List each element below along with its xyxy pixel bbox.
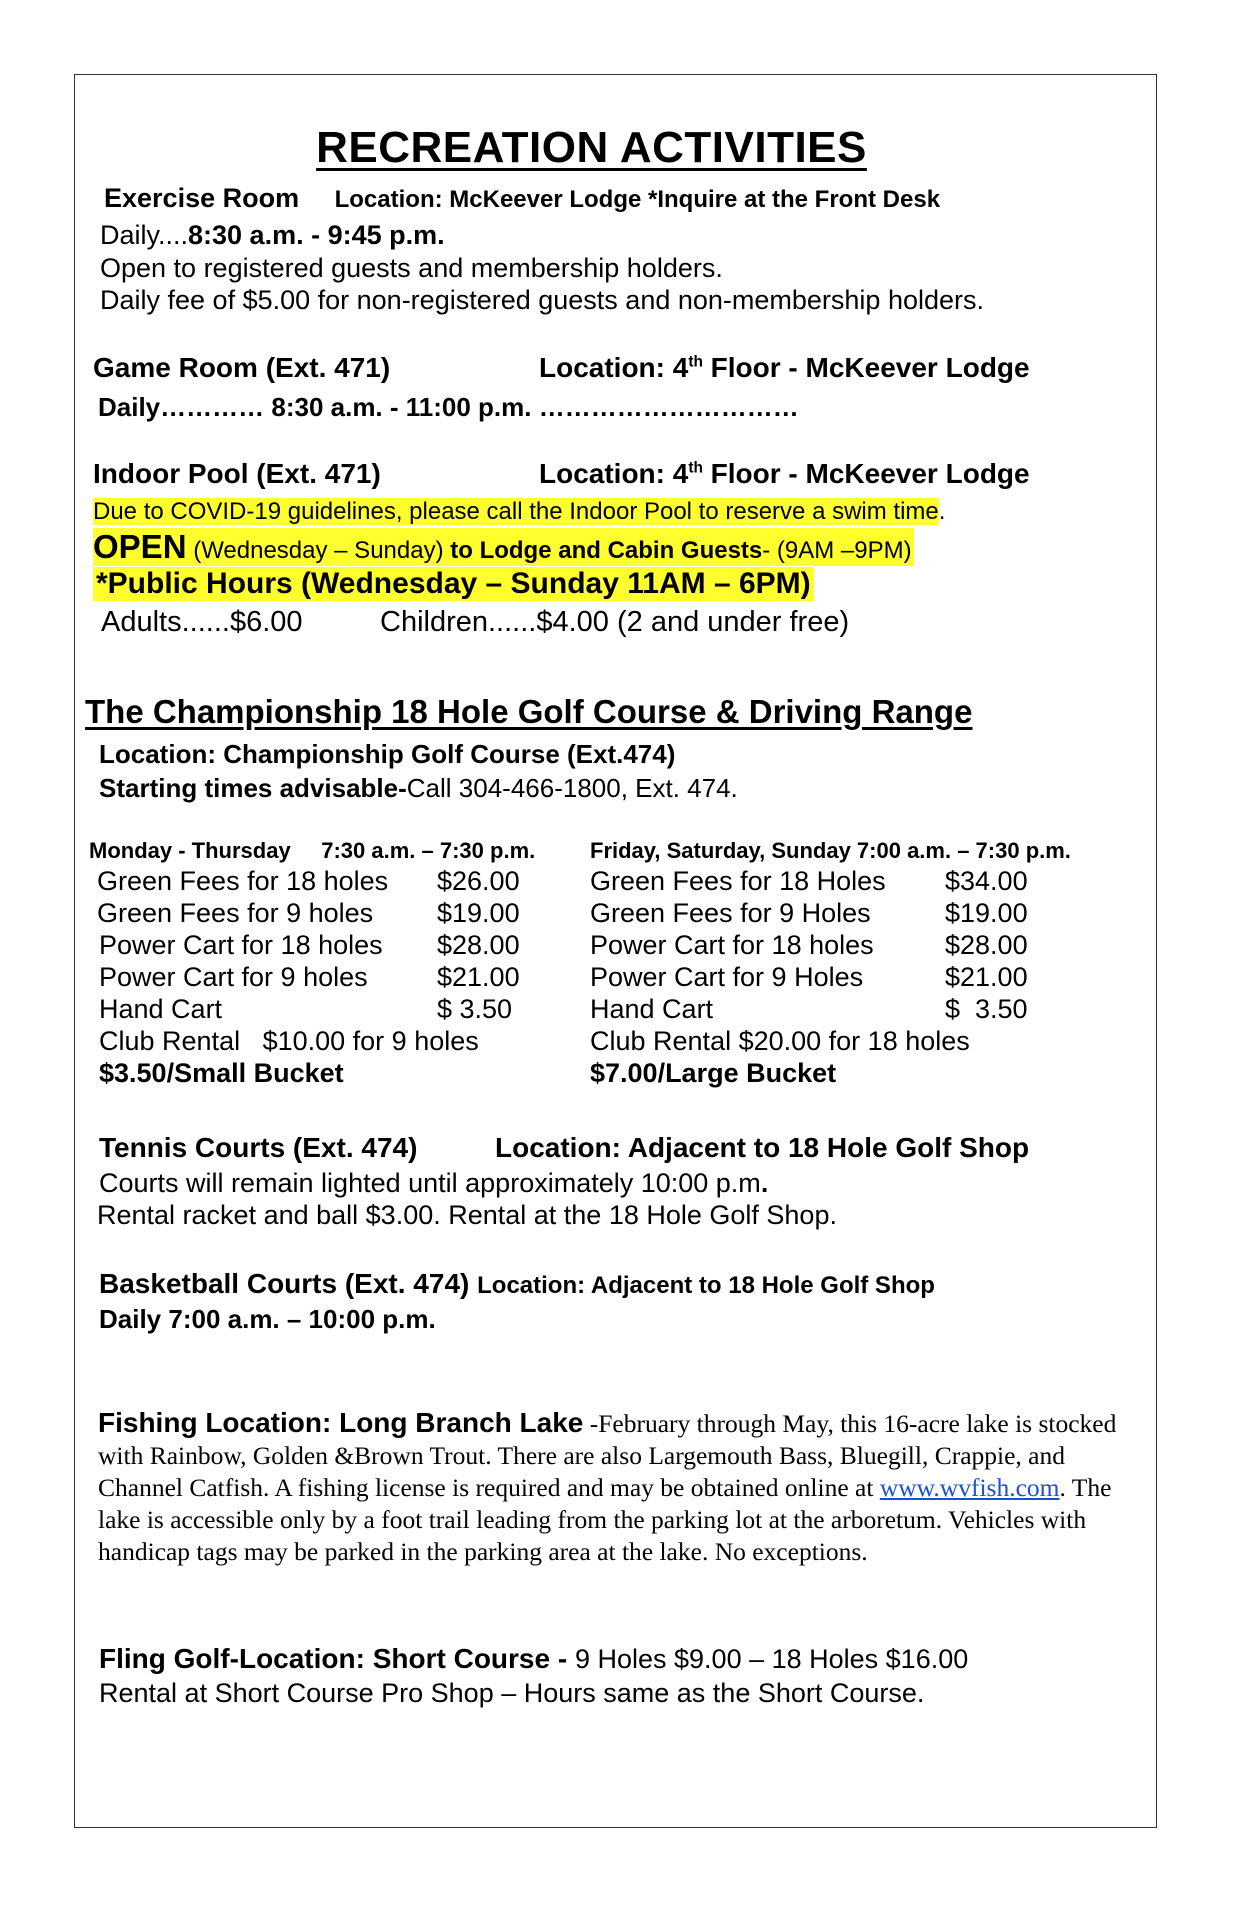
weekday-item: Power Cart for 18 holes xyxy=(99,930,383,960)
weekday-item: Green Fees for 18 holes xyxy=(97,866,389,896)
golf-weekend-header: Friday, Saturday, Sunday 7:00 a.m. – 7:30 p.m. xyxy=(590,838,1071,863)
golf-weekday-header: Monday - Thursday 7:30 a.m. – 7:30 p.m. xyxy=(89,838,536,863)
fishing-text-b: . The lake is accessible only by a foot trail leading from the parking lot at the arboretum. Vehicles with handicap tags may be parked in the parking area at the lake. No exceptions. xyxy=(98,1473,1112,1566)
basketball-location: Location: Adjacent to 18 Hole Golf Shop xyxy=(477,1272,935,1299)
small-bucket: $3.50/Small Bucket xyxy=(99,1058,344,1088)
basketball-daily: Daily 7:00 a.m. – 10:00 p.m. xyxy=(99,1304,436,1334)
weekend-item: Green Fees for 9 Holes xyxy=(590,898,871,928)
weekend-item: Power Cart for 9 Holes xyxy=(590,962,864,992)
tennis-location: Location: Adjacent to 18 Hole Golf Shop xyxy=(495,1132,1030,1163)
pool-location-b: Floor - McKeever Lodge xyxy=(702,458,1030,489)
weekday-price: $26.00 xyxy=(437,866,520,896)
weekend-item: Green Fees for 18 Holes xyxy=(590,866,886,896)
fling-golf-heading: Fling Golf-Location: Short Course - xyxy=(99,1643,575,1674)
golf-starting-times xyxy=(99,773,738,804)
pool-open-line xyxy=(93,528,914,566)
pool-children-price: Children......$4.00 (2 and under free) xyxy=(380,606,850,638)
fishing-heading: Fishing Location: Long Branch Lake xyxy=(98,1407,584,1438)
tennis-line-1-end: . xyxy=(760,1168,769,1198)
fishing-text-a: -February through May, this 16-acre lake is stocked with Rainbow, Golden &Brown Trout. There are also Largemouth Bass, Bluegill, Crappie, and Channel Catfish. A fishing license is required and may be obtained online at xyxy=(98,1409,1117,1502)
golf-heading: The Championship 18 Hole Golf Course & Driving Range xyxy=(85,693,973,730)
exercise-daily-label: Daily.... xyxy=(100,220,189,250)
weekday-price: $28.00 xyxy=(437,930,520,960)
weekend-price: $19.00 xyxy=(945,898,1028,928)
golf-starting-bold: Starting times advisable- xyxy=(99,773,407,803)
game-room-heading: Game Room (Ext. 471) xyxy=(93,352,391,383)
fling-golf-line-2: Rental at Short Course Pro Shop – Hours same as the Short Course. xyxy=(99,1678,925,1708)
exercise-heading: Exercise Room xyxy=(104,183,300,213)
pool-public-hours: *Public Hours (Wednesday – Sunday 11AM – 6PM) xyxy=(93,567,814,601)
pool-open-word: OPEN xyxy=(93,528,187,565)
tennis-line-1-text: Courts will remain lighted until approximately 10:00 p.m xyxy=(99,1168,761,1198)
weekend-club-rental: Club Rental $20.00 for 18 holes xyxy=(590,1026,970,1056)
exercise-daily xyxy=(100,220,445,251)
weekend-price: $ 3.50 xyxy=(945,994,1028,1024)
weekend-price: $28.00 xyxy=(945,930,1028,960)
weekend-price: $34.00 xyxy=(945,866,1028,896)
pool-location xyxy=(539,458,1030,490)
tennis-line-1 xyxy=(99,1168,768,1199)
weekday-price: $19.00 xyxy=(437,898,520,928)
weekend-item: Power Cart for 18 holes xyxy=(590,930,874,960)
pool-covid-text: Due to COVID-19 guidelines, please call the Indoor Pool to reserve a swim time xyxy=(93,498,939,525)
weekday-club-rental: Club Rental $10.00 for 9 holes xyxy=(99,1026,479,1056)
game-room-location-sup: th xyxy=(688,353,703,371)
tennis-line-2: Rental racket and ball $3.00. Rental at the 18 Hole Golf Shop. xyxy=(97,1200,837,1230)
golf-location: Location: Championship Golf Course (Ext.474) xyxy=(99,739,676,769)
weekend-item: Hand Cart xyxy=(590,994,714,1024)
exercise-line-1: Open to registered guests and membership holders. xyxy=(100,253,723,283)
fling-golf-prices: 9 Holes $9.00 – 18 Holes $16.00 xyxy=(574,1644,969,1674)
pool-location-a: Location: 4 xyxy=(539,458,689,489)
exercise-daily-hours: 8:30 a.m. - 9:45 p.m. xyxy=(188,220,445,250)
game-room-location-b: Floor - McKeever Lodge xyxy=(702,352,1030,383)
exercise-location: Location: McKeever Lodge *Inquire at the Front Desk xyxy=(334,186,941,213)
pool-open-days: (Wednesday – Sunday) xyxy=(186,537,451,564)
exercise-line-2: Daily fee of $5.00 for non-registered guests and non-membership holders. xyxy=(100,285,984,315)
fishing-paragraph xyxy=(98,1407,1138,1568)
pool-open-hours: - (9AM –9PM) xyxy=(762,537,912,564)
fling-golf-line-1 xyxy=(99,1643,968,1675)
pool-covid-notice xyxy=(93,498,945,526)
weekday-item: Power Cart for 9 holes xyxy=(99,962,368,992)
game-room-location xyxy=(539,352,1030,384)
wvfish-link[interactable]: www.wvfish.com xyxy=(879,1473,1060,1502)
weekday-item: Green Fees for 9 holes xyxy=(97,898,374,928)
pool-heading: Indoor Pool (Ext. 471) xyxy=(93,458,381,489)
game-room-location-a: Location: 4 xyxy=(539,352,689,383)
large-bucket: $7.00/Large Bucket xyxy=(590,1058,837,1088)
pool-location-sup: th xyxy=(688,459,703,477)
weekday-price: $21.00 xyxy=(437,962,520,992)
pool-covid-end: . xyxy=(938,498,946,525)
game-room-daily: Daily………… 8:30 a.m. - 11:00 p.m. ………………………… xyxy=(98,392,799,422)
page-title: RECREATION ACTIVITIES xyxy=(316,123,867,172)
basketball-heading xyxy=(99,1268,935,1300)
weekday-price: $ 3.50 xyxy=(437,994,513,1024)
tennis-heading: Tennis Courts (Ext. 474) xyxy=(99,1132,418,1163)
pool-open-guests: to Lodge and Cabin Guests xyxy=(450,537,763,564)
basketball-heading-text: Basketball Courts (Ext. 474) xyxy=(99,1268,470,1299)
exercise-heading-line xyxy=(104,183,940,214)
golf-starting-phone: Call 304-466-1800, Ext. 474. xyxy=(406,773,738,803)
weekday-item: Hand Cart xyxy=(99,994,223,1024)
weekend-price: $21.00 xyxy=(945,962,1028,992)
pool-adults-price: Adults......$6.00 xyxy=(101,606,303,638)
